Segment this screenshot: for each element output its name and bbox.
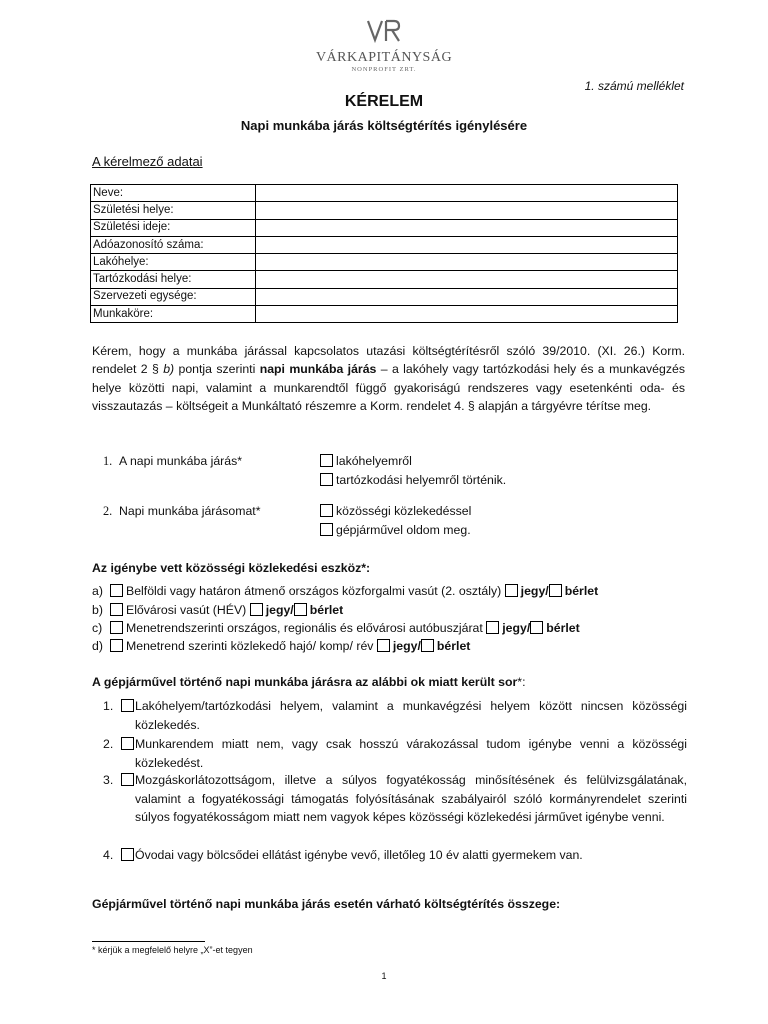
reason-number: 1. bbox=[103, 699, 114, 713]
pass-checkbox[interactable] bbox=[294, 603, 307, 616]
table-row bbox=[91, 202, 678, 219]
checkbox[interactable] bbox=[320, 473, 333, 486]
q2-label: Napi munkába járásomat* bbox=[119, 504, 261, 518]
ticket-checkbox[interactable] bbox=[377, 639, 390, 652]
transport-item-a bbox=[92, 582, 598, 600]
field-value-cell[interactable] bbox=[256, 185, 678, 202]
checkbox[interactable] bbox=[320, 454, 333, 467]
item-text: Menetrend szerinti közlekedő hajó/ komp/ rév bbox=[126, 639, 374, 653]
field-label: Neve: bbox=[91, 185, 256, 202]
option-label: lakóhelyemről bbox=[336, 454, 412, 468]
ticket-checkbox[interactable] bbox=[250, 603, 263, 616]
item-letter: d) bbox=[92, 639, 103, 653]
ticket-checkbox[interactable] bbox=[486, 621, 499, 634]
applicant-heading: A kérelmező adatai bbox=[92, 154, 203, 169]
q2-option-2 bbox=[320, 521, 471, 539]
q1-label: A napi munkába járás* bbox=[119, 454, 243, 468]
transport-item-b bbox=[92, 601, 343, 619]
pass-checkbox[interactable] bbox=[549, 584, 562, 597]
reason-1-marker bbox=[103, 697, 137, 715]
cost-heading: Gépjárművel történő napi munkába járás esetén várható költségtérítés összege: bbox=[92, 897, 561, 911]
option-label: közösségi közlekedéssel bbox=[336, 504, 472, 518]
field-label: Születési helye: bbox=[91, 202, 256, 219]
pass-label: bérlet bbox=[546, 621, 580, 635]
q1-option-2 bbox=[320, 471, 506, 489]
transport-item-c bbox=[92, 619, 580, 637]
reason-2-text: Munkarendem miatt nem, vagy csak hosszú várakozással tudom igénybe venni a közösségi közlekedést. bbox=[135, 737, 687, 770]
transport-heading: Az igénybe vett közösségi közlekedési eszköz*: bbox=[92, 561, 371, 575]
checkbox[interactable] bbox=[320, 523, 333, 536]
checkbox[interactable] bbox=[110, 621, 123, 634]
reason-number: 3. bbox=[103, 773, 114, 787]
checkbox[interactable] bbox=[110, 584, 123, 597]
ticket-label: jegy/ bbox=[265, 603, 294, 617]
pass-label: bérlet bbox=[564, 584, 599, 598]
field-value-cell[interactable] bbox=[256, 202, 678, 219]
pass-label: bérlet bbox=[436, 639, 471, 653]
page-title: KÉRELEM bbox=[344, 93, 424, 110]
table-row bbox=[91, 271, 678, 288]
car-heading-star: *: bbox=[517, 675, 526, 689]
ticket-label: jegy/ bbox=[520, 584, 549, 598]
request-paragraph bbox=[92, 342, 685, 415]
checkbox[interactable] bbox=[110, 603, 123, 616]
option-label: tartózkodási helyemről történik. bbox=[336, 473, 507, 487]
q1-option-1 bbox=[320, 452, 412, 470]
checkbox[interactable] bbox=[121, 699, 134, 712]
checkbox[interactable] bbox=[320, 504, 333, 517]
field-value-cell[interactable] bbox=[256, 236, 678, 253]
car-heading-text: A gépjárművel történő napi munkába járásra az alábbi ok miatt került sor bbox=[92, 675, 518, 689]
reason-4-marker bbox=[103, 846, 137, 864]
option-label: gépjárművel oldom meg. bbox=[336, 523, 471, 537]
q1-number: 1. bbox=[103, 454, 113, 468]
request-text-italic: b) bbox=[163, 362, 175, 377]
pass-checkbox[interactable] bbox=[421, 639, 434, 652]
request-text-part: pontja szerinti bbox=[174, 362, 260, 377]
field-label: Tartózkodási helye: bbox=[91, 271, 256, 288]
reason-3-marker bbox=[103, 771, 137, 789]
table-row bbox=[91, 254, 678, 271]
org-subtitle: NONPROFIT ZRT. bbox=[351, 66, 417, 73]
checkbox[interactable] bbox=[121, 773, 134, 786]
reason-3-text: Mozgáskorlátozottságom, illetve a súlyos fogyatékosság minősítésének és felülvizsgálatának, valamint a fogyatékossági támogatás folyósításának szabályairól szóló kormányrendelet szerinti súlyos fogyatékosságom miatt nem vagyok képes közösségi közlekedési járművet igénybe venni. bbox=[135, 773, 687, 824]
field-label: Szervezeti egysége: bbox=[91, 288, 256, 305]
reason-1-text: Lakóhelyem/tartózkodási helyem, valamint a munkavégzési helyem között nincsen közösségi közlekedés. bbox=[135, 699, 687, 732]
field-value-cell[interactable] bbox=[256, 306, 678, 323]
pass-checkbox[interactable] bbox=[530, 621, 543, 634]
ticket-label: jegy/ bbox=[502, 621, 531, 635]
item-text: Menetrendszerinti országos, regionális és elővárosi autóbuszjárat bbox=[126, 621, 483, 635]
reason-number: 4. bbox=[103, 848, 114, 862]
field-value-cell[interactable] bbox=[256, 288, 678, 305]
table-row bbox=[91, 219, 678, 236]
item-letter: a) bbox=[92, 584, 103, 598]
request-text-part: Kérem, hogy a munkába járással kapcsolatos utazási költségtérítésről szóló 39/2010. (XI. 26.) Korm. rendelet 2 § bbox=[92, 344, 685, 377]
reason-2-marker bbox=[103, 735, 137, 753]
ticket-label: jegy/ bbox=[392, 639, 421, 653]
footnote: * kérjük a megfelelő helyre „X”-et tegyen bbox=[92, 945, 253, 955]
checkbox[interactable] bbox=[121, 848, 134, 861]
page-number: 1 bbox=[381, 971, 387, 981]
item-text: Belföldi vagy határon átmenő országos közforgalmi vasút (2. osztály) bbox=[126, 584, 502, 598]
page-subtitle: Napi munkába járás költségtérítés igénylésére bbox=[240, 118, 528, 133]
field-value-cell[interactable] bbox=[256, 271, 678, 288]
checkbox[interactable] bbox=[110, 639, 123, 652]
request-text-part: – a lakóhely vagy tartózkodási hely és a munkavégzés helye közötti napi, valamint a munkarendtől függő gyakoriságú rendszeres vagy esetenkénti oda- és visszautazás – költségeit a Munkáltató részemre a Korm. rendelet 4. § alapján a tárgyévre térítse meg. bbox=[92, 362, 685, 413]
item-letter: c) bbox=[92, 621, 103, 635]
table-row bbox=[91, 306, 678, 323]
reason-4-text: Óvodai vagy bölcsődei ellátást igénybe vevő, illetőleg 10 év alatti gyermekem van. bbox=[135, 848, 583, 862]
q2-number: 2. bbox=[103, 504, 113, 518]
field-value-cell[interactable] bbox=[256, 254, 678, 271]
annex-label: 1. számú melléklet bbox=[584, 79, 684, 93]
org-name: VÁRKAPITÁNYSÁG bbox=[315, 50, 453, 65]
field-label: Adóazonosító száma: bbox=[91, 236, 256, 253]
pass-label: bérlet bbox=[309, 603, 344, 617]
field-label: Lakóhelye: bbox=[91, 254, 256, 271]
field-value-cell[interactable] bbox=[256, 219, 678, 236]
car-reasons-heading bbox=[92, 673, 525, 691]
q2-option-1 bbox=[320, 502, 471, 520]
footnote-divider bbox=[92, 941, 205, 942]
table-row bbox=[91, 288, 678, 305]
applicant-table bbox=[90, 184, 678, 323]
transport-item-d bbox=[92, 637, 470, 655]
table-row bbox=[91, 236, 678, 253]
request-text-bold: napi munkába járás bbox=[259, 362, 377, 377]
checkbox[interactable] bbox=[121, 737, 134, 750]
item-letter: b) bbox=[92, 603, 103, 617]
table-row bbox=[91, 185, 678, 202]
company-logo-icon bbox=[366, 18, 402, 44]
field-label: Születési ideje: bbox=[91, 219, 256, 236]
item-text: Elővárosi vasút (HÉV) bbox=[126, 603, 247, 617]
field-label: Munkaköre: bbox=[91, 306, 256, 323]
reason-number: 2. bbox=[103, 737, 114, 751]
ticket-checkbox[interactable] bbox=[505, 584, 518, 597]
